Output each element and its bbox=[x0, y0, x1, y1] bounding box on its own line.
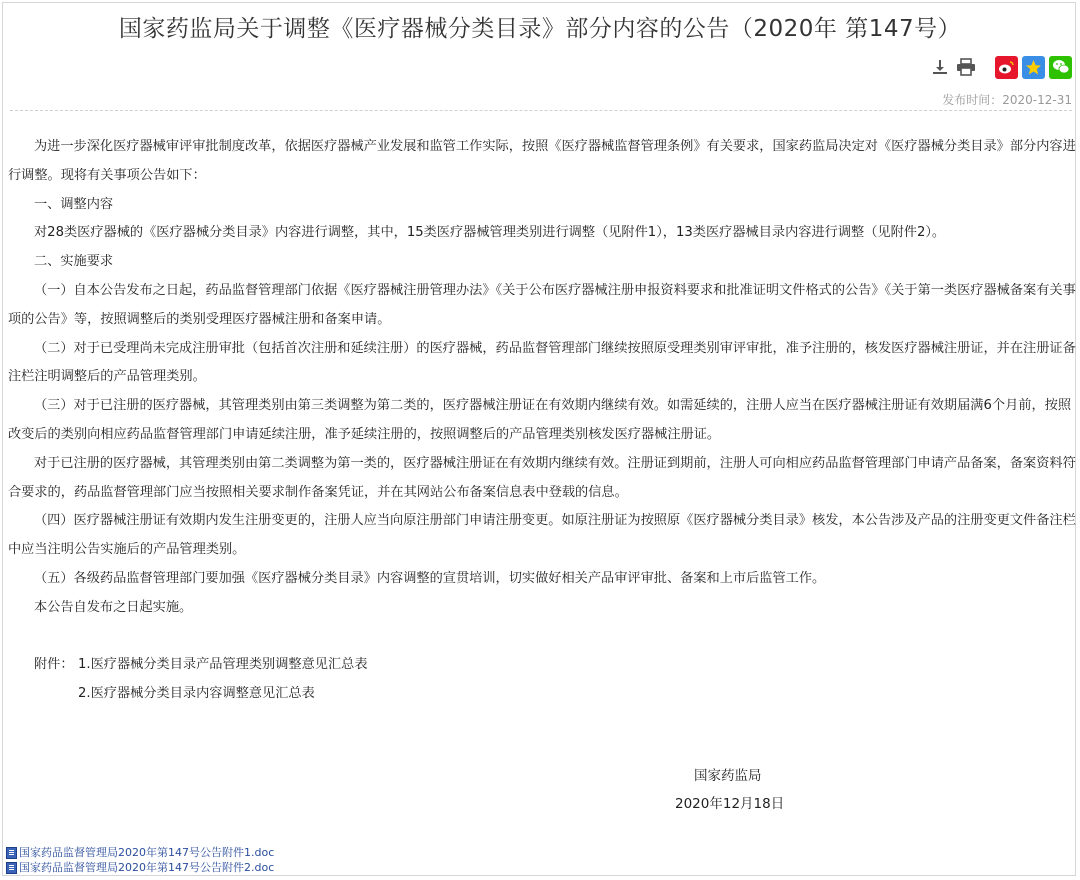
attachments-list bbox=[78, 651, 368, 709]
qzone-share-icon[interactable] bbox=[1022, 56, 1045, 79]
doc-file-icon bbox=[6, 847, 17, 859]
wechat-share-icon[interactable] bbox=[1049, 56, 1072, 79]
file-link-1[interactable] bbox=[6, 845, 274, 860]
doc-file-icon bbox=[6, 862, 17, 874]
download-icon[interactable] bbox=[929, 56, 951, 78]
attachment-item: 1.医疗器械分类目录产品管理类别调整意见汇总表 bbox=[78, 657, 368, 673]
print-icon[interactable] bbox=[955, 56, 977, 78]
file-link-2[interactable] bbox=[6, 860, 274, 875]
attachments-label: 附件： bbox=[34, 657, 74, 673]
requirement-item-4: （四）医疗器械注册证有效期内发生注册变更的，注册人应当向原注册部门申请注册变更。如原注册证为按照原《医疗器械分类目录》核发，本公告涉及产品的注册变更文件备注栏中应当注明公告实施后的产品管理类别。 bbox=[8, 513, 1076, 558]
signature-org: 国家药监局 bbox=[694, 768, 762, 784]
attachments bbox=[8, 651, 1076, 709]
signature-date: 2020年12月18日 bbox=[675, 796, 785, 812]
file-link-text[interactable]: 国家药品监督管理局2020年第147号公告附件1.doc bbox=[19, 846, 275, 859]
requirement-item-3: （三）对于已注册的医疗器械，其管理类别由第三类调整为第二类的，医疗器械注册证在有效期内继续有效。如需延续的，注册人应当在医疗器械注册证有效期届满6个月前，按照改变后的类别向相应药品监督管理部门申请延续注册，准予延续注册的，按照调整后的产品管理类别核发医疗器械注册证。 bbox=[8, 398, 1072, 442]
file-link-text[interactable]: 国家药品监督管理局2020年第147号公告附件2.doc bbox=[19, 861, 275, 874]
toolbar bbox=[929, 55, 1072, 79]
attachment-item: 2.医疗器械分类目录内容调整意见汇总表 bbox=[78, 686, 315, 702]
section1-paragraph: 对28类医疗器械的《医疗器械分类目录》内容进行调整，其中，15类医疗器械管理类别进行调整（见附件1），13类医疗器械目录内容进行调整（见附件2）。 bbox=[34, 225, 946, 241]
publish-time-label: 发布时间： bbox=[942, 93, 1003, 107]
requirement-item-1: （一）自本公告发布之日起，药品监督管理部门依据《医疗器械注册管理办法》《关于公布医疗器械注册申报资料要求和批准证明文件格式的公告》《关于第一类医疗器械备案有关事项的公告》等，按照调整后的类别受理医疗器械注册和备案申请。 bbox=[8, 282, 1076, 327]
requirement-item-5: （五）各级药品监督管理部门要加强《医疗器械分类目录》内容调整的宣贯培训，切实做好相关产品审评审批、备案和上市后监管工作。 bbox=[34, 570, 826, 586]
page-title: 国家药监局关于调整《医疗器械分类目录》部分内容的公告（2020年 第147号） bbox=[118, 16, 962, 42]
title-divider bbox=[10, 110, 1072, 111]
article-body bbox=[8, 133, 1076, 709]
publish-time bbox=[942, 91, 1072, 108]
weibo-share-icon[interactable] bbox=[995, 56, 1018, 79]
publish-time-date: 2020-12-31 bbox=[1002, 93, 1072, 107]
requirement-item-2: （二）对于已受理尚未完成注册审批（包括首次注册和延续注册）的医疗器械，药品监督管理部门继续按照原受理类别审评审批，准予注册的，核发医疗器械注册证，并在注册证备注栏注明调整后的产品管理类别。 bbox=[8, 340, 1076, 385]
effective-statement: 本公告自发布之日起实施。 bbox=[34, 599, 193, 615]
section1-heading: 一、调整内容 bbox=[34, 196, 114, 212]
intro-paragraph: 为进一步深化医疗器械审评审批制度改革，依据医疗器械产业发展和监管工作实际，按照《医疗器械监督管理条例》有关要求，国家药监局决定对《医疗器械分类目录》部分内容进行调整。现将有关事项公告如下： bbox=[8, 139, 1076, 183]
spacer bbox=[8, 623, 1076, 652]
section2-heading: 二、实施要求 bbox=[34, 254, 114, 270]
requirement-item-3-continued: 对于已注册的医疗器械，其管理类别由第二类调整为第一类的，医疗器械注册证在有效期内继续有效。注册证到期前，注册人可向相应药品监督管理部门申请产品备案，备案资料符合要求的，药品监督管理部门应当按照相关要求制作备案凭证，并在其网站公布备案信息表中登载的信息。 bbox=[8, 455, 1076, 500]
file-links bbox=[6, 845, 274, 875]
